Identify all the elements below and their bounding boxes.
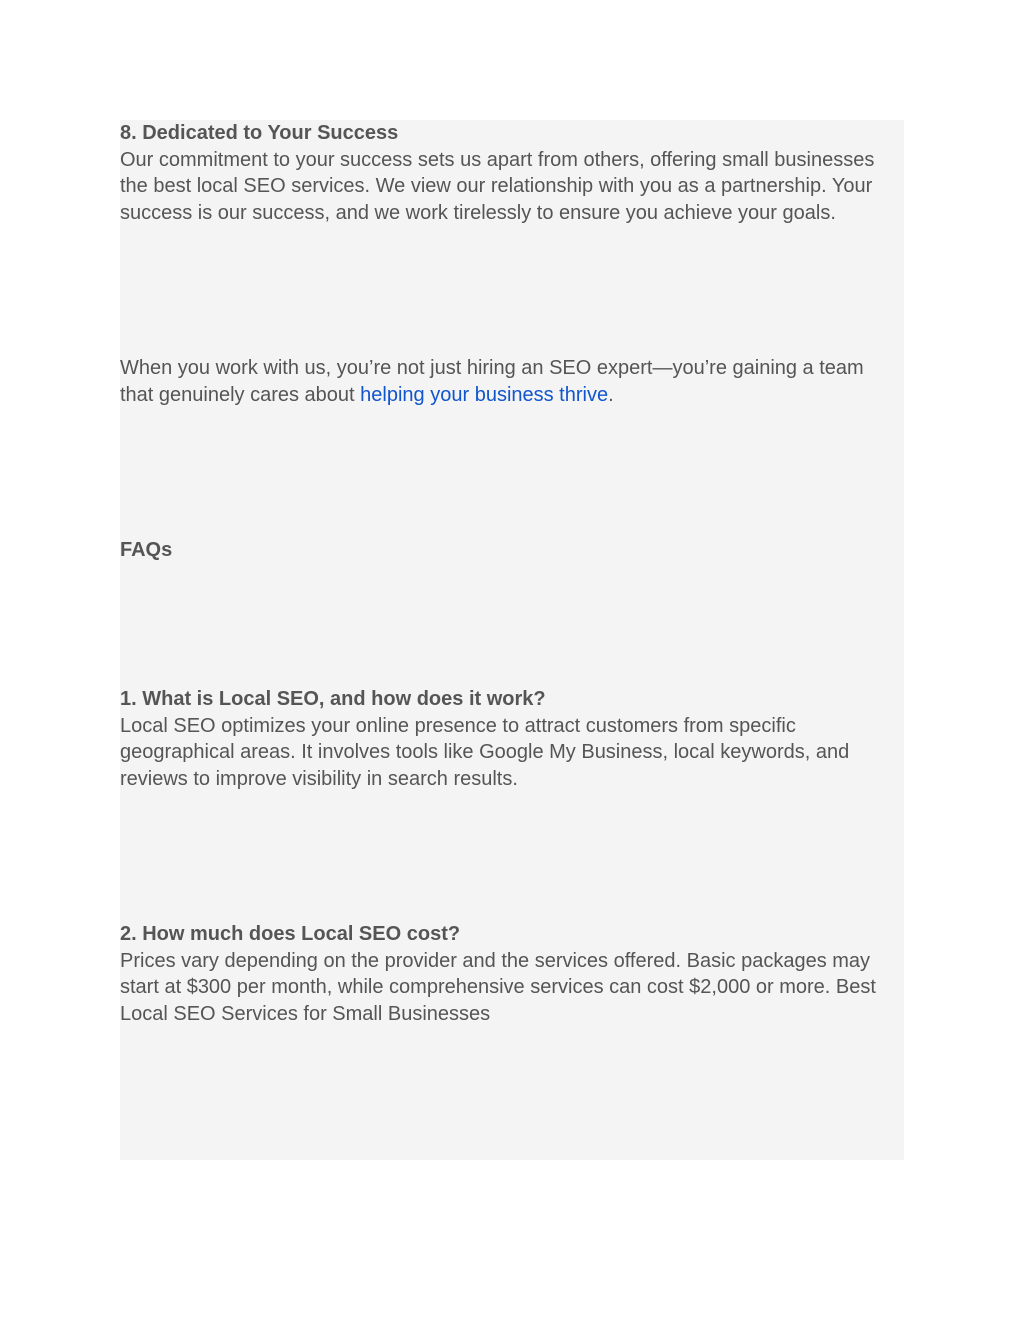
faq-question: 2. How much does Local SEO cost? xyxy=(120,923,461,945)
faq-question: 1. What is Local SEO, and how does it work? xyxy=(120,688,546,710)
team-body xyxy=(120,355,890,408)
faq-answer: Prices vary depending on the provider and the services offered. Basic packages may start at $300 per month, while comprehensive services can cost $2,000 or more. Best Local SEO Services for Small Businesses xyxy=(120,949,876,1025)
team-body-end: . xyxy=(608,383,614,406)
content-panel xyxy=(120,120,904,1160)
success-section xyxy=(120,120,890,226)
success-heading: 8. Dedicated to Your Success xyxy=(120,122,399,144)
team-body-text: When you work with us, you’re not just hiring an SEO expert—you’re gaining a team that genuinely cares about xyxy=(120,357,864,406)
success-body: Our commitment to your success sets us apart from others, offering small businesses the best local SEO services. We view our relationship with you as a partnership. Your success is our success, and we work tirelessly to ensure you achieve your goals. xyxy=(120,148,875,224)
faq-answer: Local SEO optimizes your online presence to attract customers from specific geographical areas. It involves tools like Google My Business, local keywords, and reviews to improve visibility in search results. xyxy=(120,714,850,790)
faq-item xyxy=(120,921,890,1027)
faqs-section xyxy=(120,537,890,564)
faqs-title: FAQs xyxy=(120,539,173,561)
team-section xyxy=(120,355,890,408)
helping-business-thrive-link[interactable]: helping your business thrive xyxy=(360,383,609,406)
faq-item xyxy=(120,686,890,792)
